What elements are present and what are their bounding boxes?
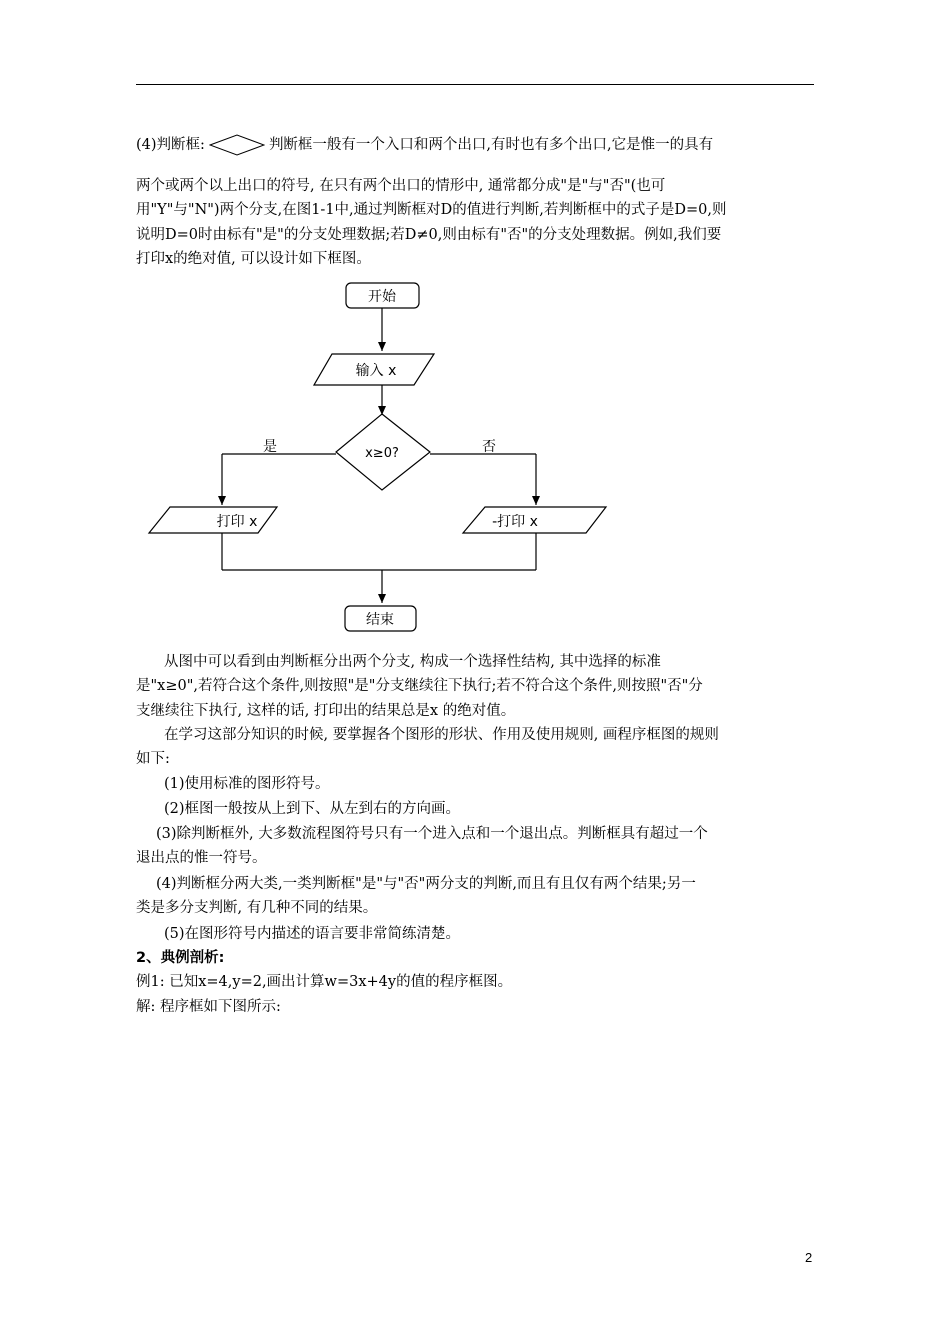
rule-item-4-cont: 类是多分支判断, 有几种不同的结果。 [136, 900, 378, 916]
decision-box-suffix: 判断框一般有一个入口和两个出口,有时也有多个出口,它是惟一的具有 [268, 137, 714, 153]
rule-item-4: (4)判断框分两大类,一类判断框"是"与"否"两分支的判断,而且有且仅有两个结果;另一 [156, 876, 696, 892]
no-label: 否 [482, 439, 496, 455]
rule-item-3-cont: 退出点的惟一符号。 [136, 850, 267, 866]
page-number: 2 [805, 1250, 813, 1265]
yes-label: 是 [263, 439, 277, 455]
paragraph-line: 用"Y"与"N")两个分支,在图1-1中,通过判断框对D的值进行判断,若判断框中的式子是D=0,则 [136, 202, 727, 218]
rule-item-1: (1)使用标准的图形符号。 [164, 776, 330, 792]
example-1: 例1: 已知x=4,y=2,画出计算w=3x+4y的值的程序框图。 [136, 974, 513, 990]
paragraph-line: 是"x≥0",若符合这个条件,则按照"是"分支继续往下执行;若不符合这个条件,则按照"否"分 [136, 678, 703, 694]
print-positive-box [149, 507, 277, 533]
paragraph-line: 打印x的绝对值, 可以设计如下框图。 [136, 251, 371, 267]
solution-text: 解: 程序框如下图所示: [136, 999, 281, 1015]
paragraph-line: 说明D=0时由标有"是"的分支处理数据;若D≠0,则由标有"否"的分支处理数据。例如,我们要 [136, 227, 722, 243]
section-heading: 2、典例剖析: [136, 950, 225, 966]
decision-box-prefix: (4)判断框: [136, 137, 205, 153]
paragraph-line: 从图中可以看到由判断框分出两个分支, 构成一个选择性结构, 其中选择的标准 [164, 654, 661, 670]
print-negative-label: -打印 x [492, 514, 538, 530]
rule-item-2: (2)框图一般按从上到下、从左到右的方向画。 [164, 801, 461, 817]
input-label: 输入 x [355, 363, 397, 379]
start-label: 开始 [368, 289, 396, 305]
print-positive-label: 打印 x [216, 514, 258, 530]
flowchart-absolute-value [0, 0, 950, 660]
paragraph-line: 在学习这部分知识的时候, 要掌握各个图形的形状、作用及使用规则, 画程序框图的规则 [164, 727, 719, 743]
rule-item-5: (5)在图形符号内描述的语言要非常简练清楚。 [164, 926, 461, 942]
paragraph-line: 两个或两个以上出口的符号, 在只有两个出口的情形中, 通常都分成"是"与"否"(也可 [136, 178, 666, 194]
paragraph-line: 如下: [136, 751, 170, 767]
rule-item-3: (3)除判断框外, 大多数流程图符号只有一个进入点和一个退出点。判断框具有超过一个 [156, 826, 708, 842]
end-label: 结束 [366, 612, 394, 628]
paragraph-line: 支继续往下执行, 这样的话, 打印出的结果总是x 的绝对值。 [136, 703, 516, 719]
decision-label: x≥0? [365, 446, 399, 461]
